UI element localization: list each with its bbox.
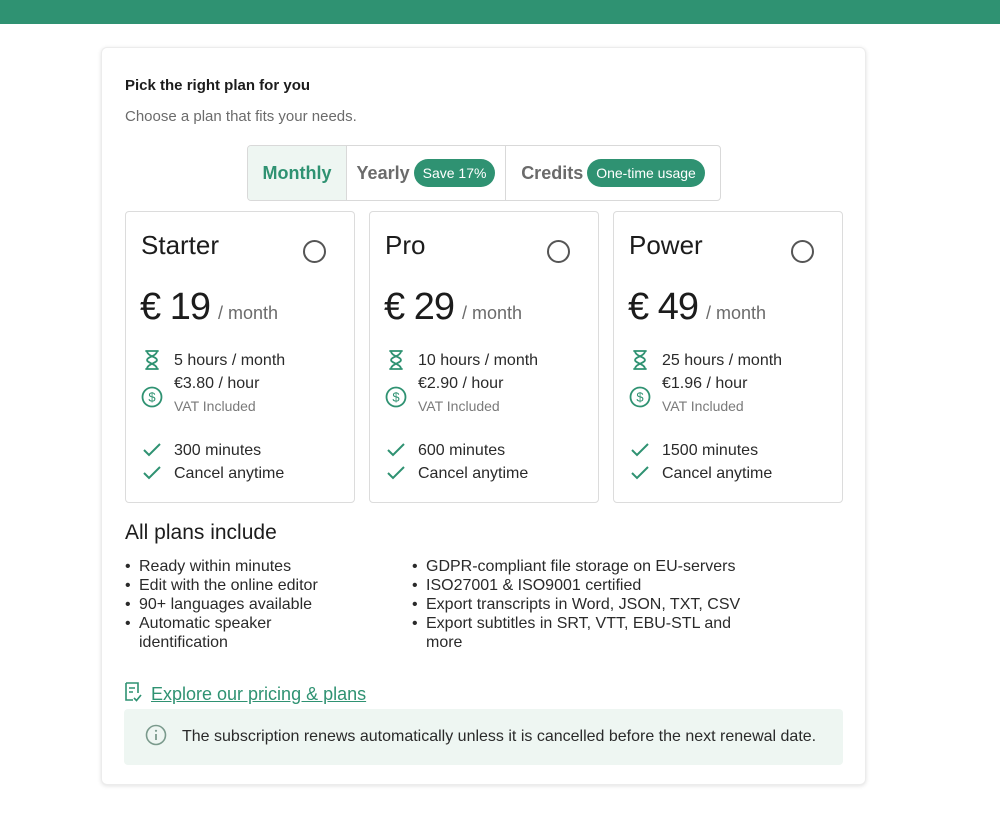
info-icon	[145, 724, 167, 751]
plan-price	[628, 286, 766, 329]
check-icon	[385, 462, 407, 484]
renewal-notice-text: The subscription renews automatically unless it is cancelled before the next renewal date.	[182, 728, 817, 745]
rate-info	[662, 372, 747, 417]
save-badge: Save 17%	[414, 159, 496, 187]
rate-text: €2.90 / hour	[418, 375, 504, 392]
hourglass-icon	[385, 349, 407, 371]
price-value: 29	[413, 286, 454, 328]
list-item: • Automatic speaker identification	[125, 614, 355, 652]
price-amount	[628, 286, 698, 329]
hours-row	[629, 349, 782, 372]
cancel-text: Cancel anytime	[662, 465, 773, 482]
dollar-circle-icon	[385, 386, 407, 408]
dialog-subtitle: Choose a plan that fits your needs.	[125, 108, 357, 125]
list-item: • ISO27001 & ISO9001 certified	[412, 576, 742, 595]
one-time-badge: One-time usage	[587, 159, 705, 187]
dialog-title: Pick the right plan for you	[125, 77, 311, 94]
tab-credits-label: Credits	[521, 162, 584, 183]
dollar-circle-icon	[629, 386, 651, 408]
minutes-row	[141, 439, 261, 462]
rate-row	[141, 372, 259, 417]
tab-yearly[interactable]	[346, 146, 505, 200]
check-icon	[141, 439, 163, 461]
price-amount	[384, 286, 454, 329]
cancel-text: Cancel anytime	[174, 465, 285, 482]
price-currency: €	[140, 286, 161, 328]
top-bar	[0, 0, 1000, 24]
hours-text: 10 hours / month	[418, 352, 539, 369]
cancel-row	[141, 462, 284, 485]
rate-row	[629, 372, 747, 417]
cancel-text: Cancel anytime	[418, 465, 529, 482]
price-period: / month	[217, 303, 279, 323]
tab-yearly-label: Yearly	[356, 162, 410, 183]
hourglass-icon	[629, 349, 651, 371]
receipt-icon	[124, 682, 142, 707]
billing-tabs	[247, 145, 721, 201]
price-currency: €	[628, 286, 649, 328]
tab-credits[interactable]	[505, 146, 720, 200]
price-amount	[140, 286, 210, 329]
plan-card-pro[interactable]	[369, 211, 599, 503]
minutes-text: 1500 minutes	[662, 442, 759, 459]
price-period: / month	[461, 303, 523, 323]
includes-title: All plans include	[125, 521, 277, 544]
plan-picker-dialog	[101, 47, 866, 785]
cancel-row	[629, 462, 772, 485]
hours-row	[141, 349, 285, 372]
explore-pricing-link[interactable]: Explore our pricing & plans	[151, 684, 367, 704]
minutes-row	[629, 439, 758, 462]
list-item: • Export subtitles in SRT, VTT, EBU-STL and more	[412, 614, 742, 652]
plan-radio[interactable]	[791, 240, 814, 263]
plan-card-power[interactable]	[613, 211, 843, 503]
dollar-circle-icon	[141, 386, 163, 408]
plan-card-starter[interactable]	[125, 211, 355, 503]
check-icon	[629, 439, 651, 461]
plan-name: Starter	[141, 230, 220, 260]
plan-name: Power	[629, 230, 703, 260]
rate-text: €3.80 / hour	[174, 375, 260, 392]
vat-text: VAT Included	[418, 398, 500, 414]
renewal-notice	[124, 709, 843, 765]
hours-text: 25 hours / month	[662, 352, 783, 369]
list-item: • Ready within minutes	[125, 557, 355, 576]
hours-text: 5 hours / month	[174, 352, 286, 369]
rate-info	[174, 372, 259, 417]
price-value: 49	[657, 286, 698, 328]
list-item: • GDPR-compliant file storage on EU-servers	[412, 557, 742, 576]
tab-monthly[interactable]	[248, 146, 346, 200]
check-icon	[385, 439, 407, 461]
includes-list-left	[125, 557, 355, 652]
minutes-text: 300 minutes	[174, 442, 262, 459]
rate-info	[418, 372, 503, 417]
plan-name: Pro	[385, 230, 426, 260]
tab-monthly-label: Monthly	[262, 162, 332, 183]
price-period: / month	[705, 303, 767, 323]
price-value: 19	[169, 286, 210, 328]
plan-radio[interactable]	[303, 240, 326, 263]
explore-pricing	[124, 682, 366, 707]
plan-price	[140, 286, 278, 329]
plan-price	[384, 286, 522, 329]
hours-row	[385, 349, 538, 372]
list-item: • 90+ languages available	[125, 595, 355, 614]
hourglass-icon	[141, 349, 163, 371]
price-currency: €	[384, 286, 405, 328]
vat-text: VAT Included	[662, 398, 744, 414]
plan-radio[interactable]	[547, 240, 570, 263]
includes-list-right	[412, 557, 742, 652]
check-icon	[629, 462, 651, 484]
svg-text:$: $	[636, 389, 644, 405]
list-item: • Export transcripts in Word, JSON, TXT, CSV	[412, 595, 742, 614]
svg-text:$: $	[392, 389, 400, 405]
rate-row	[385, 372, 503, 417]
cancel-row	[385, 462, 528, 485]
minutes-row	[385, 439, 505, 462]
vat-text: VAT Included	[174, 398, 256, 414]
check-icon	[141, 462, 163, 484]
minutes-text: 600 minutes	[418, 442, 506, 459]
svg-text:$: $	[148, 389, 156, 405]
rate-text: €1.96 / hour	[662, 375, 748, 392]
list-item: • Edit with the online editor	[125, 576, 355, 595]
